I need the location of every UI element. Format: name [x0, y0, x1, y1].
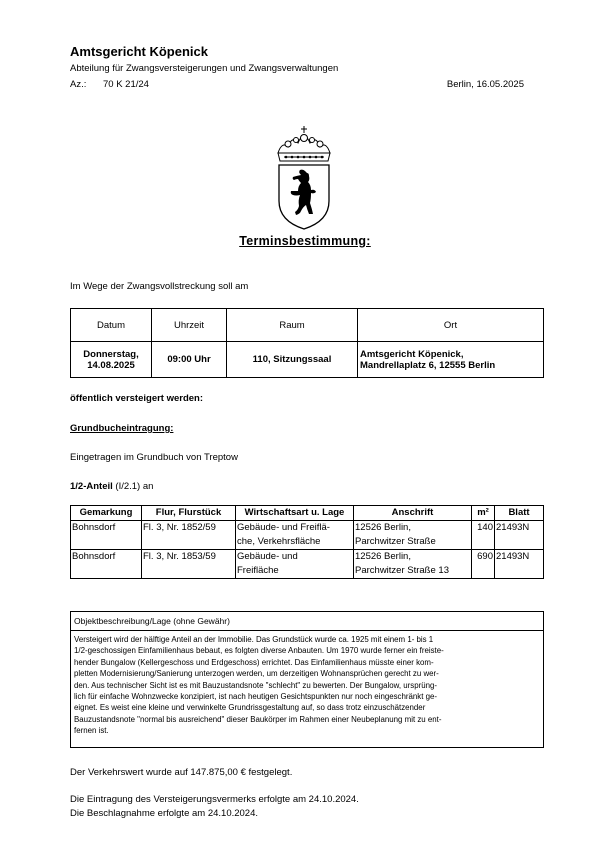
cell-art: Gebäude- und Freifläche	[236, 550, 354, 579]
description-line: Bauzustandsnote "normal bis ausreichend" dieser Baukörper im Rahmen einer Neubeplanung mit zu ent-	[74, 714, 442, 724]
column-header: Datum	[71, 309, 152, 342]
cell-area: 690	[472, 550, 495, 579]
file-number: 70 K 21/24	[103, 79, 149, 90]
appointment-room: 110, Sitzungssaal	[227, 342, 358, 378]
column-header: m²	[472, 506, 495, 521]
cell-address: 12526 Berlin, Parchwitzer Straße	[354, 521, 472, 550]
cell-blatt: 21493N	[495, 550, 544, 579]
registered-text: Eingetragen im Grundbuch von Treptow	[70, 452, 238, 463]
appointment-place: Amtsgericht Köpenick, Mandrellaplatz 6, 12555 Berlin	[358, 342, 544, 378]
page-title: Terminsbestimmung:	[239, 234, 371, 248]
description-box	[70, 611, 544, 748]
table-row	[71, 550, 544, 579]
cell-blatt: 21493N	[495, 521, 544, 550]
table-row	[71, 521, 544, 550]
column-header: Wirtschaftsart u. Lage	[236, 506, 354, 521]
description-line: hender Bungalow (Kellergeschoss und Erdgeschoss) errichtet. Das Einfamilienhaus müsste einer kom-	[74, 657, 434, 667]
description-line: eignet. Es weist eine kleine und verwinkelte Grundrissgestaltung auf, so dass trotz einzuschätzender	[74, 703, 426, 713]
description-text	[74, 634, 538, 737]
appointment-date: Donnerstag, 14.08.2025	[71, 342, 152, 378]
cell-art: Gebäude- und Freiflä- che, Verkehrsfläche	[236, 521, 354, 550]
entry-note: Die Eintragung des Versteigerungsvermerks erfolgte am 24.10.2024.	[70, 794, 359, 805]
appointment-table	[70, 308, 544, 378]
description-line: 1/2-geschossigen Einfamilienhaus bebaut, es folgten diverse Anbauten. Um 1970 wurde ferner ein freiste-	[74, 646, 444, 656]
column-header: Raum	[227, 309, 358, 342]
column-header: Gemarkung	[71, 506, 142, 521]
description-line: fernen ist.	[74, 726, 109, 736]
file-number-label: Az.:	[70, 79, 87, 90]
appointment-time: 09:00 Uhr	[152, 342, 227, 378]
cell-gemarkung: Bohnsdorf	[71, 550, 142, 579]
place-date: Berlin, 16.05.2025	[446, 79, 524, 90]
cell-area: 140	[472, 521, 495, 550]
intro-text: Im Wege der Zwangsvollstreckung soll am	[70, 281, 249, 292]
department: Abteilung für Zwangsversteigerungen und Zwangsverwaltungen	[70, 63, 339, 74]
column-header: Anschrift	[354, 506, 472, 521]
auction-text: öffentlich versteigert werden:	[70, 393, 204, 404]
cell-flur: Fl. 3, Nr. 1852/59	[142, 521, 236, 550]
cell-flur: Fl. 3, Nr. 1853/59	[142, 550, 236, 579]
court-name: Amtsgericht Köpenick	[70, 44, 208, 59]
seizure-note: Die Beschlagnahme erfolgte am 24.10.2024.	[70, 808, 259, 819]
column-header: Blatt	[495, 506, 544, 521]
description-line: lich für einfache Wohnzwecke konzipiert, ist nach heutigen Gesichtspunkten nur noch eingeschränkt ge-	[74, 692, 438, 702]
berlin-coat-of-arms-icon	[274, 123, 334, 231]
cell-gemarkung: Bohnsdorf	[71, 521, 142, 550]
market-value: Der Verkehrswert wurde auf 147.875,00 € festgelegt.	[70, 767, 293, 778]
share-text: 1/2-Anteil (I/2.1) an	[70, 481, 154, 492]
column-header: Ort	[358, 309, 544, 342]
description-line: den. Aus technischer Sicht ist es mit Bauzustandsnote "schlecht" zu bewerten. Der Bungalow, ursprüng-	[74, 680, 438, 690]
parcels-table	[70, 505, 544, 579]
description-line: Versteigert wird der hälftige Anteil an der Immobilie. Das Grundstück wurde ca. 1925 mit einem 1- bis 1	[74, 635, 434, 644]
description-line: pletten Modernisierung/Sanierung unterzogen werden, um derzeitigen Wohnansprüchen gerecht zu wer-	[74, 669, 439, 679]
column-header: Uhrzeit	[152, 309, 227, 342]
cell-address: 12526 Berlin, Parchwitzer Straße 13	[354, 550, 472, 579]
description-heading: Objektbeschreibung/Lage (ohne Gewähr)	[71, 612, 543, 631]
column-header: Flur, Flurstück	[142, 506, 236, 521]
land-register-heading: Grundbucheintragung:	[70, 423, 174, 434]
